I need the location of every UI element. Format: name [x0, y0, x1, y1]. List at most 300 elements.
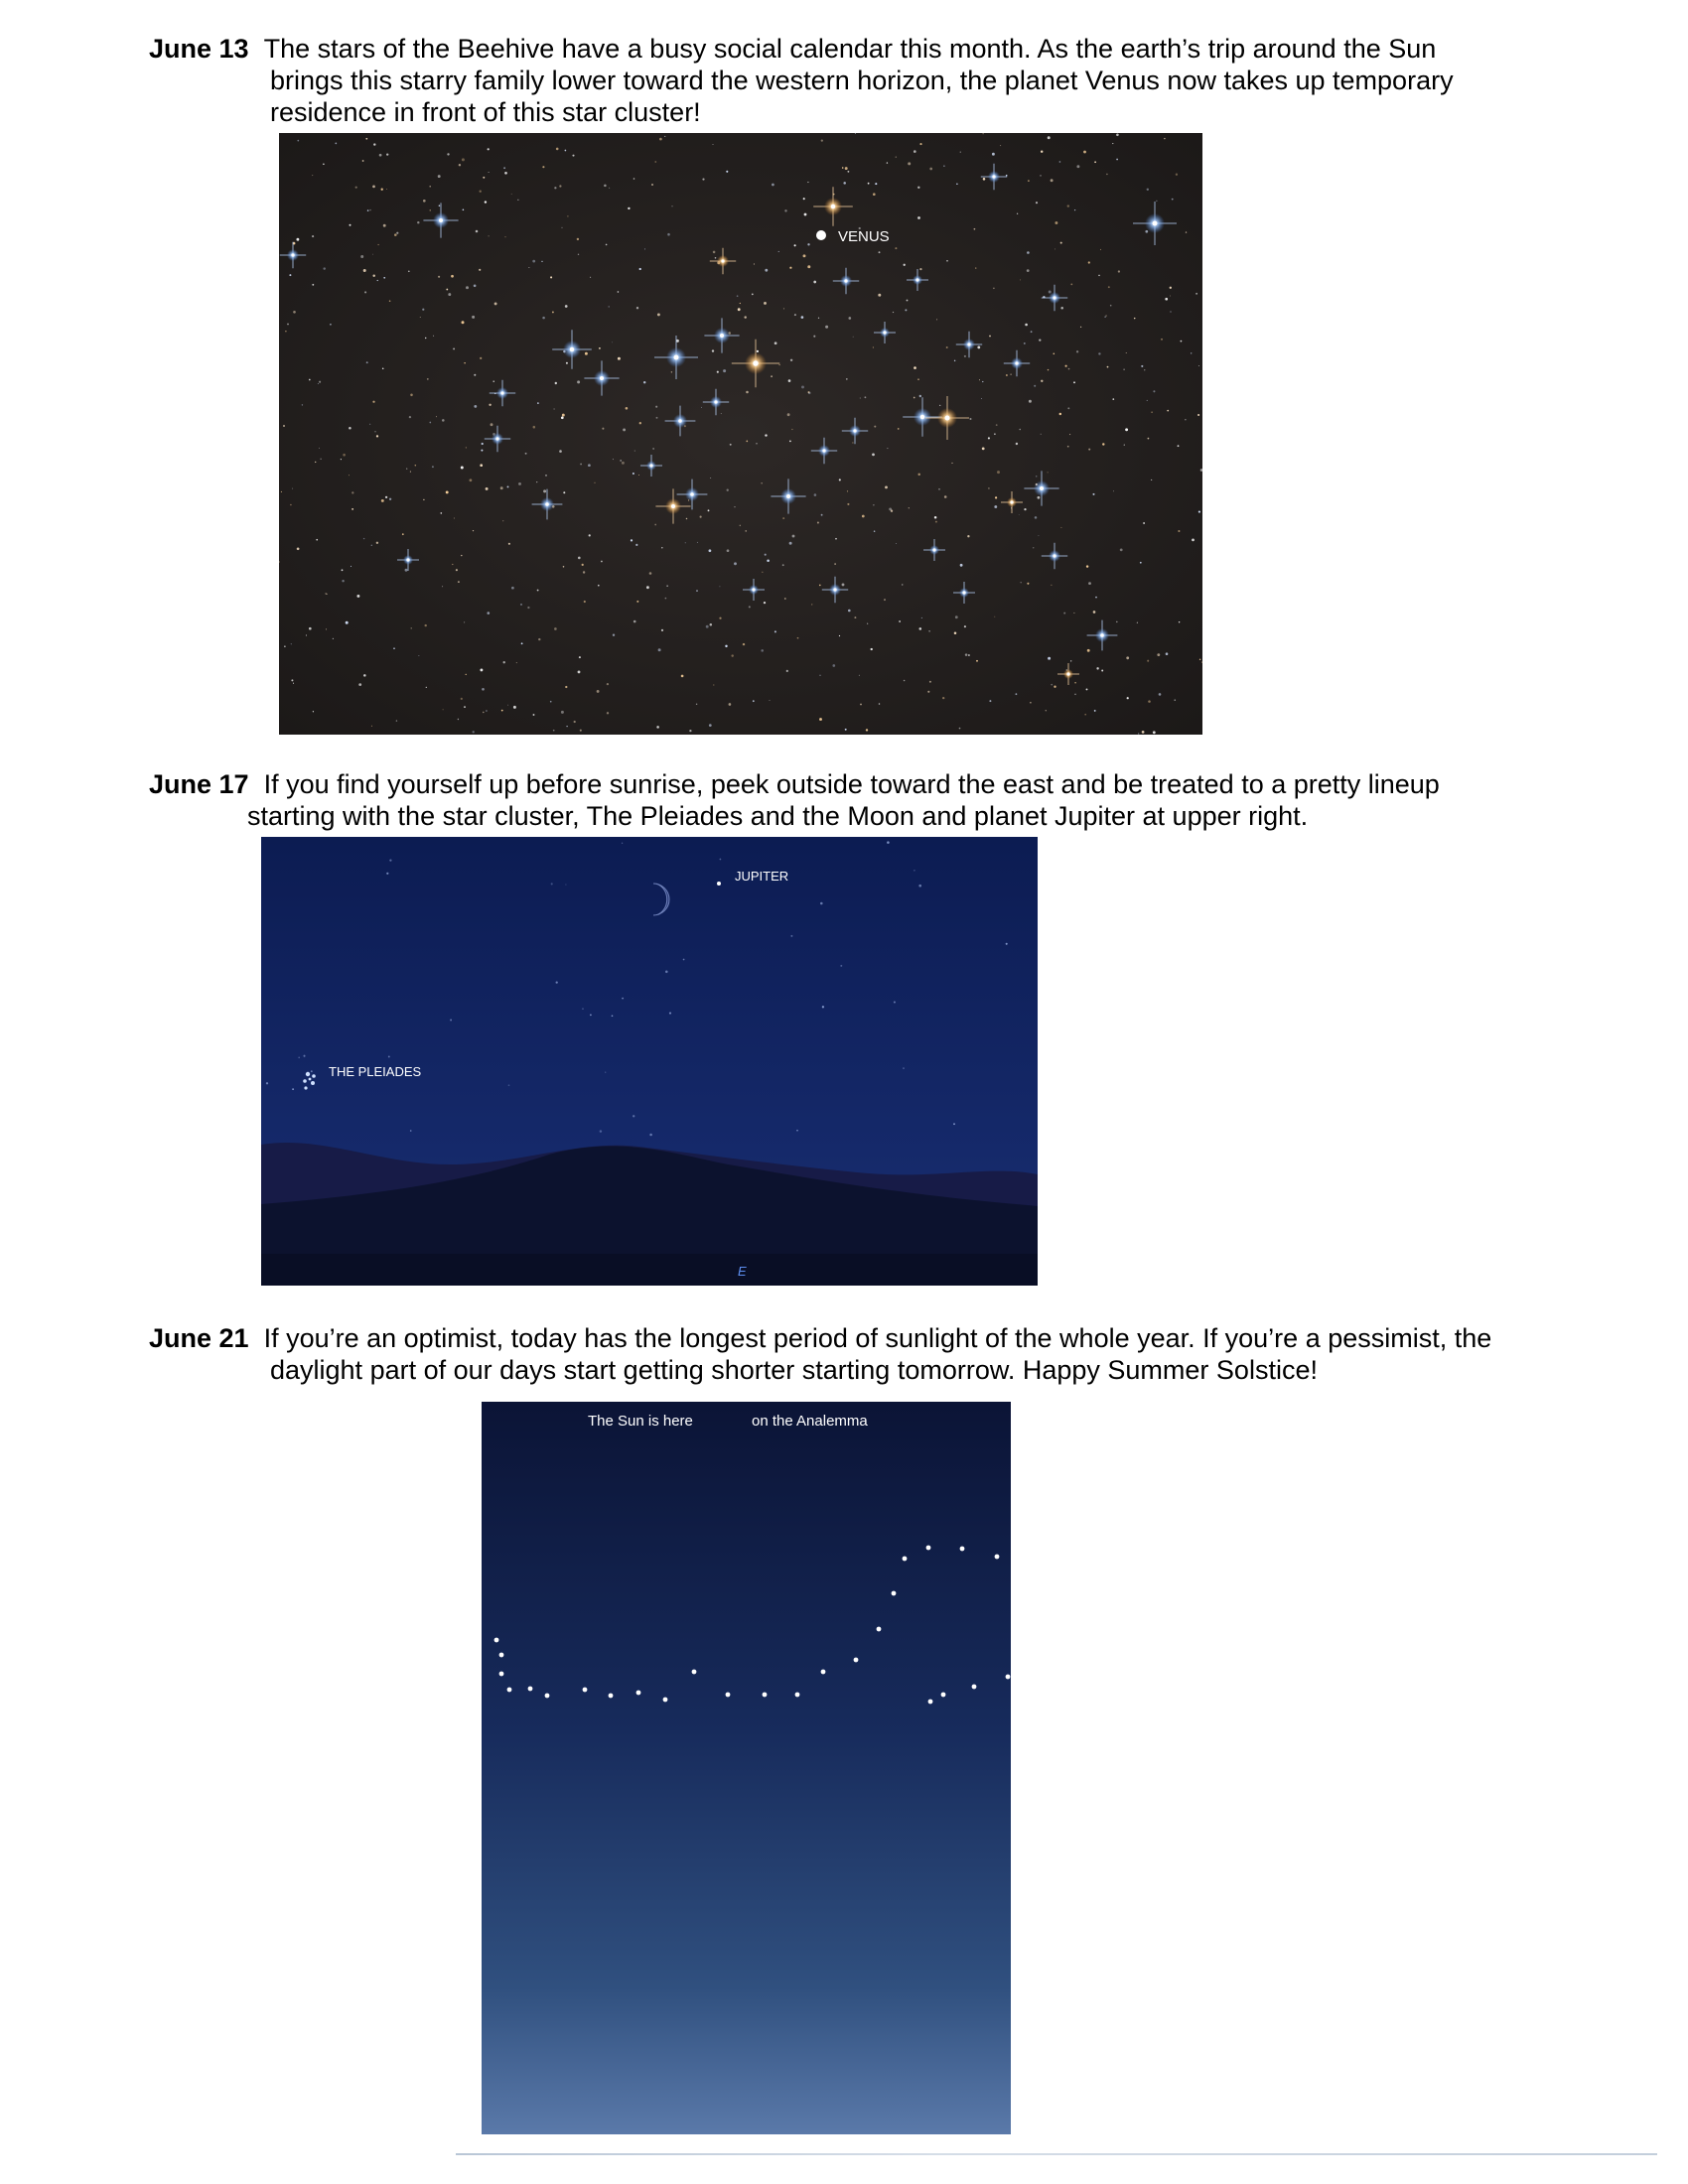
faint-star	[807, 243, 809, 245]
faint-star	[1006, 943, 1008, 945]
faint-star	[960, 564, 963, 567]
faint-star	[917, 474, 919, 476]
faint-star	[862, 515, 865, 518]
faint-star	[929, 168, 932, 171]
faint-star	[899, 620, 901, 622]
faint-star	[834, 563, 835, 564]
faint-star	[819, 718, 822, 721]
faint-star	[803, 198, 805, 200]
faint-star	[667, 233, 670, 236]
faint-star	[989, 700, 991, 702]
faint-star	[1118, 270, 1120, 272]
faint-star	[997, 471, 1000, 474]
faint-star	[309, 379, 311, 381]
faint-star	[820, 902, 823, 905]
faint-star	[712, 349, 714, 351]
faint-star	[1074, 682, 1076, 684]
faint-star	[1073, 613, 1074, 614]
faint-star	[1100, 249, 1101, 250]
faint-star	[1143, 522, 1145, 524]
faint-star	[908, 162, 911, 165]
faint-star	[349, 427, 352, 430]
faint-star	[794, 314, 796, 316]
faint-star	[995, 496, 997, 498]
sun-position-dot	[636, 1691, 641, 1696]
faint-star	[552, 311, 554, 313]
faint-star	[366, 361, 368, 363]
faint-star	[713, 684, 714, 685]
entry-text: If you find yourself up before sunrise, peek outside toward the east and be treated to a pretty lineup	[263, 769, 1440, 799]
faint-star	[644, 248, 645, 249]
faint-star	[752, 294, 754, 296]
faint-star	[480, 191, 482, 193]
sun-position-dot	[877, 1627, 882, 1632]
faint-star	[283, 425, 285, 427]
faint-star	[649, 1134, 652, 1137]
faint-star	[1159, 693, 1162, 696]
faint-star	[1095, 597, 1097, 599]
faint-star	[494, 302, 497, 305]
faint-star	[1073, 381, 1075, 383]
faint-star	[784, 209, 786, 211]
faint-star	[396, 720, 397, 721]
faint-star	[545, 475, 547, 477]
faint-star	[734, 506, 735, 507]
faint-star	[430, 209, 431, 210]
faint-star	[1106, 174, 1108, 176]
faint-star	[1055, 221, 1057, 224]
faint-star	[905, 309, 907, 311]
faint-star	[866, 729, 868, 731]
faint-star	[553, 730, 555, 732]
faint-star	[566, 362, 568, 364]
faint-star	[342, 580, 344, 582]
faint-star	[1192, 539, 1195, 542]
faint-star	[638, 475, 639, 476]
faint-star	[293, 311, 296, 314]
faint-star	[811, 604, 812, 605]
faint-star	[845, 729, 847, 731]
faint-star	[946, 260, 948, 262]
faint-star	[1176, 174, 1178, 176]
faint-star	[389, 300, 391, 302]
faint-star	[789, 441, 791, 443]
faint-star	[1101, 670, 1103, 672]
analemma-label-right: on the Analemma	[752, 1413, 868, 1430]
faint-star	[584, 601, 586, 603]
faint-star	[386, 153, 388, 155]
faint-star	[350, 224, 352, 226]
faint-star	[371, 726, 372, 727]
faint-star	[842, 167, 844, 169]
entry-text: The stars of the Beehive have a busy social calendar this month. As the earth’s trip around the Sun	[263, 34, 1437, 64]
faint-star	[1171, 312, 1172, 313]
faint-star	[1165, 298, 1168, 301]
faint-star	[746, 441, 748, 443]
faint-star	[472, 316, 475, 319]
faint-star	[464, 706, 466, 708]
faint-star	[1015, 693, 1017, 695]
faint-star	[502, 520, 503, 521]
faint-star	[479, 269, 481, 271]
faint-star	[382, 368, 384, 370]
entry-june-21	[149, 1323, 1539, 1393]
faint-star	[1054, 686, 1055, 688]
faint-star	[1093, 611, 1096, 614]
faint-star	[1148, 700, 1151, 703]
faint-star	[965, 653, 968, 656]
faint-star	[352, 508, 353, 510]
faint-star	[561, 416, 564, 419]
faint-star	[503, 661, 505, 663]
faint-star	[835, 538, 837, 540]
faint-star	[727, 549, 730, 552]
faint-star	[657, 313, 660, 316]
faint-star	[893, 312, 894, 313]
faint-star	[656, 417, 658, 419]
faint-star	[762, 482, 763, 483]
faint-star	[633, 1115, 634, 1117]
faint-star	[839, 478, 841, 480]
faint-star	[1142, 731, 1145, 734]
faint-star	[713, 251, 716, 254]
faint-star	[577, 238, 579, 240]
faint-star	[376, 435, 378, 437]
faint-star	[373, 143, 375, 145]
faint-star	[884, 599, 886, 601]
faint-star	[872, 454, 875, 457]
faint-star	[764, 302, 767, 305]
faint-star	[1051, 684, 1053, 686]
faint-star	[1083, 151, 1086, 154]
faint-star	[561, 711, 564, 714]
beehive-cluster-photo	[279, 133, 1202, 735]
faint-star	[696, 590, 698, 592]
faint-star	[842, 583, 845, 586]
faint-star	[1076, 165, 1079, 168]
faint-star	[481, 450, 483, 452]
faint-star	[311, 1070, 313, 1072]
faint-star	[292, 488, 293, 489]
faint-star	[363, 538, 364, 539]
faint-star	[563, 491, 565, 493]
faint-star	[507, 705, 508, 706]
faint-star	[520, 604, 522, 606]
faint-star	[789, 267, 791, 269]
faint-star	[528, 267, 529, 268]
sun-position-dot	[726, 1693, 731, 1698]
faint-star	[803, 254, 806, 257]
faint-star	[279, 562, 280, 563]
jupiter-dot	[717, 882, 721, 886]
faint-star	[358, 683, 361, 686]
faint-star	[729, 703, 732, 706]
faint-star	[422, 309, 424, 311]
faint-star	[1035, 516, 1038, 519]
faint-star	[853, 337, 854, 338]
faint-star	[658, 648, 661, 651]
faint-star	[486, 710, 488, 712]
faint-star	[426, 687, 427, 688]
faint-star	[765, 434, 767, 436]
faint-star	[782, 517, 784, 519]
faint-star	[956, 184, 958, 186]
faint-star	[1116, 621, 1118, 623]
faint-star	[501, 710, 503, 712]
faint-star	[420, 317, 421, 318]
faint-star	[654, 524, 656, 526]
faint-star	[323, 164, 325, 166]
sun-position-dot	[821, 1670, 826, 1675]
faint-star	[618, 357, 621, 360]
sun-position-dot	[995, 1555, 1000, 1560]
faint-star	[873, 347, 874, 348]
faint-star	[717, 371, 719, 373]
faint-star	[1104, 316, 1105, 317]
faint-star	[639, 268, 641, 270]
faint-star	[879, 703, 881, 705]
faint-star	[577, 380, 580, 383]
faint-star	[789, 542, 792, 545]
faint-star	[417, 221, 419, 223]
faint-star	[1112, 143, 1113, 144]
faint-star	[374, 431, 375, 432]
faint-star	[1166, 652, 1169, 655]
faint-star	[323, 267, 325, 269]
entry-date: June 21	[149, 1323, 249, 1353]
faint-star	[303, 1055, 305, 1057]
faint-star	[612, 341, 613, 342]
faint-star	[1070, 283, 1072, 285]
faint-star	[936, 319, 937, 320]
faint-star	[559, 450, 562, 453]
sun-position-dot	[663, 1698, 668, 1703]
faint-star	[959, 728, 961, 730]
faint-star	[602, 428, 604, 430]
faint-star	[590, 1015, 592, 1017]
faint-star	[1006, 175, 1008, 177]
sun-position-dot	[941, 1693, 946, 1698]
entry-june-13	[149, 34, 1539, 133]
faint-star	[590, 277, 591, 278]
faint-star	[709, 724, 712, 727]
faint-star	[787, 413, 790, 416]
faint-star	[1033, 547, 1034, 548]
faint-star	[710, 623, 713, 626]
faint-star	[762, 572, 763, 573]
faint-star	[618, 291, 620, 293]
faint-star	[443, 709, 444, 710]
faint-star	[464, 621, 465, 622]
analemma-label-left: The Sun is here	[588, 1413, 693, 1430]
faint-star	[671, 371, 672, 372]
faint-star	[409, 416, 411, 418]
faint-star	[393, 647, 395, 649]
faint-star	[582, 1008, 583, 1009]
faint-star	[489, 235, 490, 236]
sun-position-dot	[763, 1693, 768, 1698]
faint-star	[725, 645, 727, 647]
faint-star	[516, 662, 517, 663]
faint-star	[291, 643, 292, 644]
faint-star	[360, 255, 363, 258]
faint-star	[914, 150, 916, 153]
faint-star	[1199, 659, 1200, 660]
faint-star	[1151, 479, 1152, 480]
faint-star	[909, 507, 910, 508]
faint-star	[772, 184, 774, 187]
faint-star	[855, 133, 856, 134]
faint-star	[335, 143, 337, 145]
faint-star	[921, 617, 922, 618]
faint-star	[685, 542, 686, 543]
faint-star	[821, 139, 823, 141]
sun-position-dot	[494, 1638, 499, 1643]
faint-star	[402, 533, 404, 535]
faint-star	[607, 683, 609, 685]
faint-star	[1185, 419, 1186, 420]
pleiades-label: THE PLEIADES	[329, 1064, 422, 1079]
faint-star	[634, 451, 635, 452]
faint-star	[1059, 413, 1061, 415]
faint-star	[1027, 251, 1030, 254]
faint-star	[1068, 368, 1070, 370]
faint-star	[565, 686, 567, 688]
faint-star	[578, 557, 581, 560]
faint-star	[386, 189, 387, 190]
sun-position-dot	[903, 1557, 908, 1562]
faint-star	[309, 627, 312, 630]
faint-star	[532, 260, 535, 263]
faint-star	[365, 138, 367, 140]
faint-star	[418, 655, 419, 656]
faint-star	[1096, 667, 1098, 669]
faint-star	[1198, 511, 1200, 513]
faint-star	[983, 178, 986, 181]
faint-star	[580, 730, 582, 732]
sun-position-dot	[854, 1658, 859, 1663]
faint-star	[1137, 622, 1138, 623]
faint-star	[1021, 582, 1022, 583]
faint-star	[942, 697, 944, 699]
faint-star	[319, 381, 321, 383]
faint-star	[697, 542, 698, 543]
faint-star	[451, 275, 454, 278]
faint-star	[433, 336, 434, 337]
faint-star	[666, 586, 667, 587]
faint-star	[372, 275, 374, 277]
faint-star	[462, 321, 465, 324]
faint-star	[792, 535, 795, 538]
faint-star	[386, 873, 388, 875]
faint-star	[953, 1123, 955, 1125]
faint-star	[934, 516, 937, 519]
faint-star	[804, 213, 807, 216]
faint-star	[613, 633, 615, 635]
faint-star	[631, 539, 633, 541]
faint-star	[1113, 490, 1114, 491]
faint-star	[1048, 657, 1051, 660]
faint-star	[578, 670, 581, 673]
entry-line-2: brings this starry family lower toward the western horizon, the planet Venus now takes up temporary	[270, 66, 1454, 95]
faint-star	[885, 486, 888, 489]
faint-star	[669, 1013, 671, 1015]
faint-star	[289, 274, 291, 276]
faint-star	[790, 935, 792, 937]
faint-star	[442, 586, 443, 587]
faint-star	[600, 1130, 602, 1132]
faint-star	[369, 209, 370, 210]
faint-star	[1084, 714, 1086, 716]
faint-star	[794, 244, 796, 246]
faint-star	[1069, 434, 1070, 435]
faint-star	[1029, 400, 1032, 403]
faint-star	[873, 193, 876, 196]
faint-star	[333, 638, 334, 639]
faint-star	[1179, 621, 1180, 622]
faint-star	[559, 185, 561, 187]
faint-star	[1120, 549, 1123, 552]
sun-position-dot	[972, 1685, 977, 1690]
faint-star	[588, 464, 591, 467]
faint-star	[1151, 411, 1153, 413]
faint-star	[661, 547, 663, 549]
faint-star	[508, 1084, 510, 1086]
faint-star	[291, 679, 293, 681]
faint-star	[466, 286, 469, 289]
faint-star	[369, 424, 370, 425]
faint-star	[1041, 434, 1042, 435]
faint-star	[960, 152, 961, 153]
faint-star	[474, 405, 477, 408]
faint-star	[411, 627, 412, 628]
faint-star	[266, 1082, 268, 1084]
faint-star	[879, 251, 881, 253]
faint-star	[489, 172, 490, 173]
faint-star	[852, 442, 853, 443]
faint-star	[976, 660, 978, 662]
faint-star	[847, 171, 849, 173]
faint-star	[563, 566, 565, 568]
faint-star	[508, 543, 510, 545]
faint-star	[503, 167, 505, 169]
faint-star	[511, 194, 512, 195]
faint-star	[1141, 365, 1143, 367]
faint-star	[661, 629, 663, 631]
faint-star	[790, 359, 792, 361]
faint-star	[1126, 656, 1129, 659]
faint-star	[1040, 175, 1041, 176]
entry-date: June 13	[149, 34, 249, 64]
faint-star	[601, 561, 603, 563]
faint-star	[845, 167, 848, 170]
faint-star	[686, 518, 687, 519]
faint-star	[1138, 733, 1139, 734]
faint-star	[954, 631, 957, 634]
sun-position-dot	[692, 1670, 697, 1675]
faint-star	[505, 236, 506, 237]
faint-star	[807, 182, 808, 183]
sun-position-dot	[926, 1546, 931, 1551]
faint-star	[542, 166, 544, 168]
faint-star	[825, 326, 828, 329]
faint-star	[606, 244, 608, 246]
faint-star	[330, 324, 332, 326]
faint-star	[1124, 444, 1125, 445]
faint-star	[474, 284, 477, 287]
faint-star	[579, 656, 581, 658]
faint-star	[814, 493, 817, 496]
